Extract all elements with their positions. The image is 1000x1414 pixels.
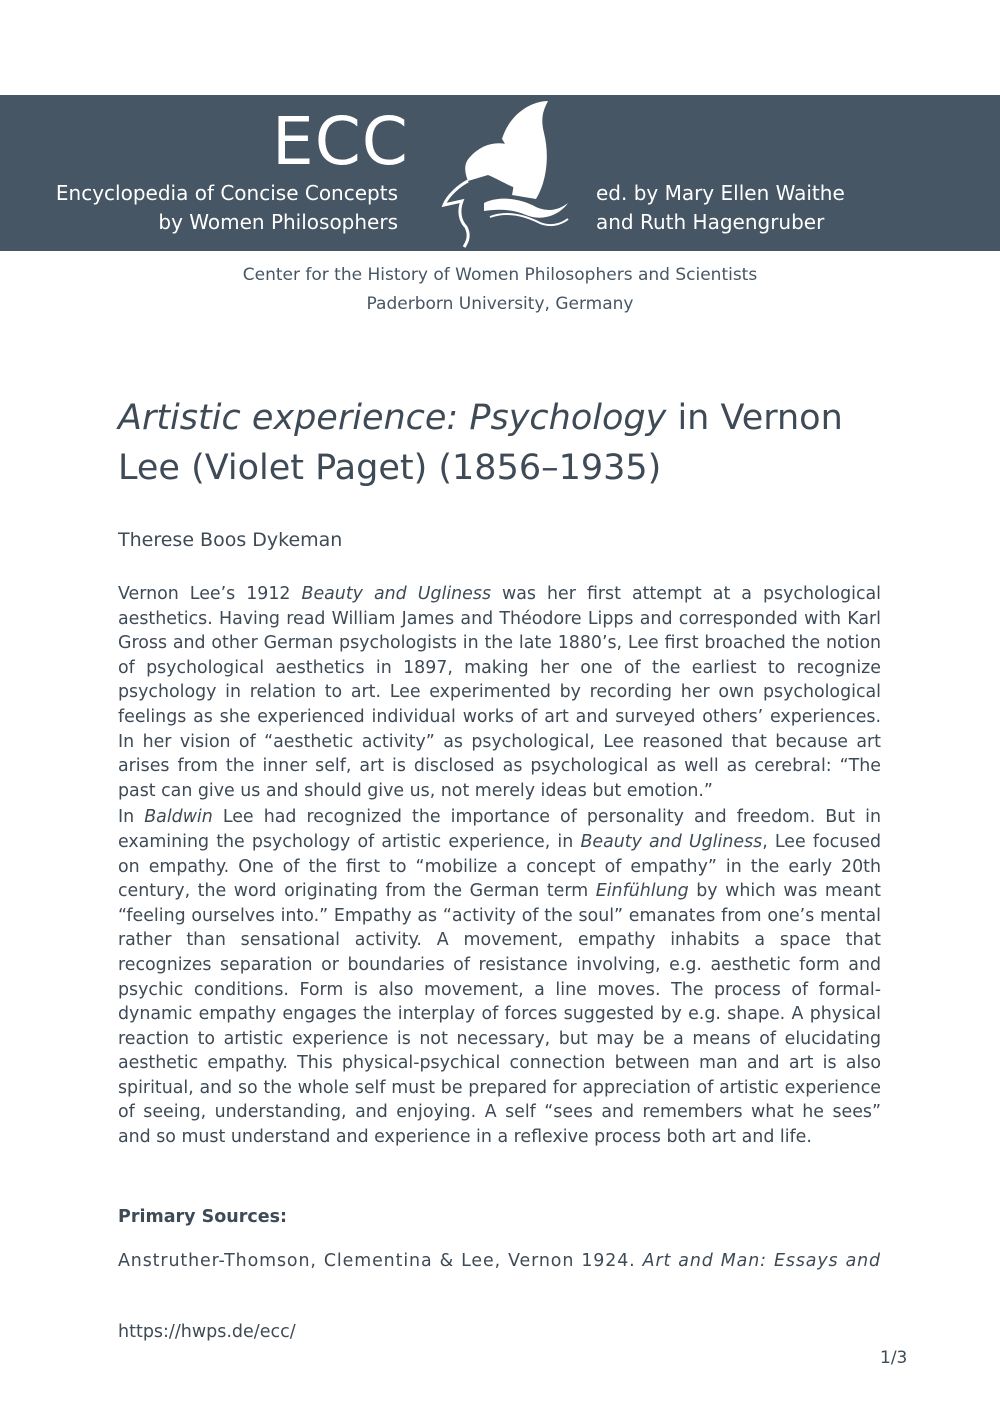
citation-title-italic: Art and Man: Essays and	[642, 1251, 881, 1271]
institution-line-2: Paderborn University, Germany	[366, 294, 634, 314]
text-run: was her first attempt at a psychological aesthetics. Having read William James and Théodore Lipps and corresponded with Karl Gross and other German psychologists in the late 1880’s, Lee first broached the notion of psychological aesthetics in 1897, making her one of the earliest to recognize psychology in relation to art. Lee experimented by recording her own psychological feelings as she experienced individual works of art and surveyed others’ experiences. In her vision of “aesthetic activity” as psychological, Lee reasoned that because art arises from the inner self, art is disclosed as psychological as well as cerebral: “The past can give us and should give us, not merely ideas but emotion.”	[118, 584, 882, 801]
citation-text: Anstruther-Thomson, Clementina & Lee, Vernon 1924.	[118, 1251, 643, 1271]
article-title-rest: in Vernon Lee (Violet Paget) (1856–1935)	[118, 398, 843, 488]
editors-line-2: and Ruth Hagengruber	[596, 210, 825, 234]
institution-line-1: Center for the History of Women Philosophers and Scientists	[242, 265, 758, 285]
author-name: Therese Boos Dykeman	[118, 529, 343, 551]
italic-run: Beauty and Ugliness	[301, 584, 492, 604]
paragraph-1	[118, 582, 881, 803]
paragraph-2	[118, 805, 881, 1149]
article-title-italic: Artistic experience: Psychology	[118, 398, 667, 438]
editors	[596, 179, 845, 237]
header-banner	[0, 95, 1000, 251]
athena-helmet-logo-icon	[440, 99, 570, 249]
text-run: Vernon Lee’s 1912	[118, 584, 302, 604]
article-title	[118, 393, 888, 493]
italic-run: Beauty and Ugliness	[580, 831, 763, 852]
article-body	[118, 582, 881, 1152]
text-run: In	[118, 807, 145, 828]
text-run: by which was meant “feeling ourselves into.” Empathy as “activity of the soul” emanates from one’s mental rather than sensational activity. A movement, empathy inhabits a space that recognizes separation or boundaries of resistance involving, e.g. aesthetic form and psychic conditions. Form is also movement, a line moves. The process of formal-dynamic empathy engages the interplay of forces suggested by e.g. shape. A physical reaction to artistic experience is not necessary, but may be a means of elucidating aesthetic empathy. This physical-psychical connection between man and art is also spiritual, and so the whole self must be prepared for appreciation of artistic experience of seeing, understanding, and enjoying. A self “sees and remembers what he sees” and so must understand and experience in a reflexive process both art and life.	[118, 881, 881, 1148]
subtitle-line-1: Encyclopedia of Concise Concepts	[55, 181, 398, 205]
italic-run: Baldwin	[144, 807, 213, 828]
encyclopedia-subtitle	[56, 179, 398, 237]
italic-run: Einfühlung	[595, 881, 689, 902]
text-run: Lee had recognized the importance of personality and freedom. But in examining the psychology of artistic experience, in	[118, 807, 881, 852]
subtitle-line-2: by Women Philosophers	[158, 210, 398, 234]
page-number: 1/3	[880, 1348, 908, 1368]
footer-url-link[interactable]: https://hwps.de/ecc/	[118, 1322, 296, 1342]
primary-sources-heading: Primary Sources:	[118, 1207, 288, 1227]
ecc-logo-text: ECC	[272, 103, 409, 180]
text-run: , Lee focused on empathy. One of the first to “mobilize a concept of empathy” in the early 20th century, the word originating from the German term	[118, 831, 881, 902]
citation-entry	[118, 1251, 881, 1271]
editors-line-1: ed. by Mary Ellen Waithe	[596, 181, 845, 205]
